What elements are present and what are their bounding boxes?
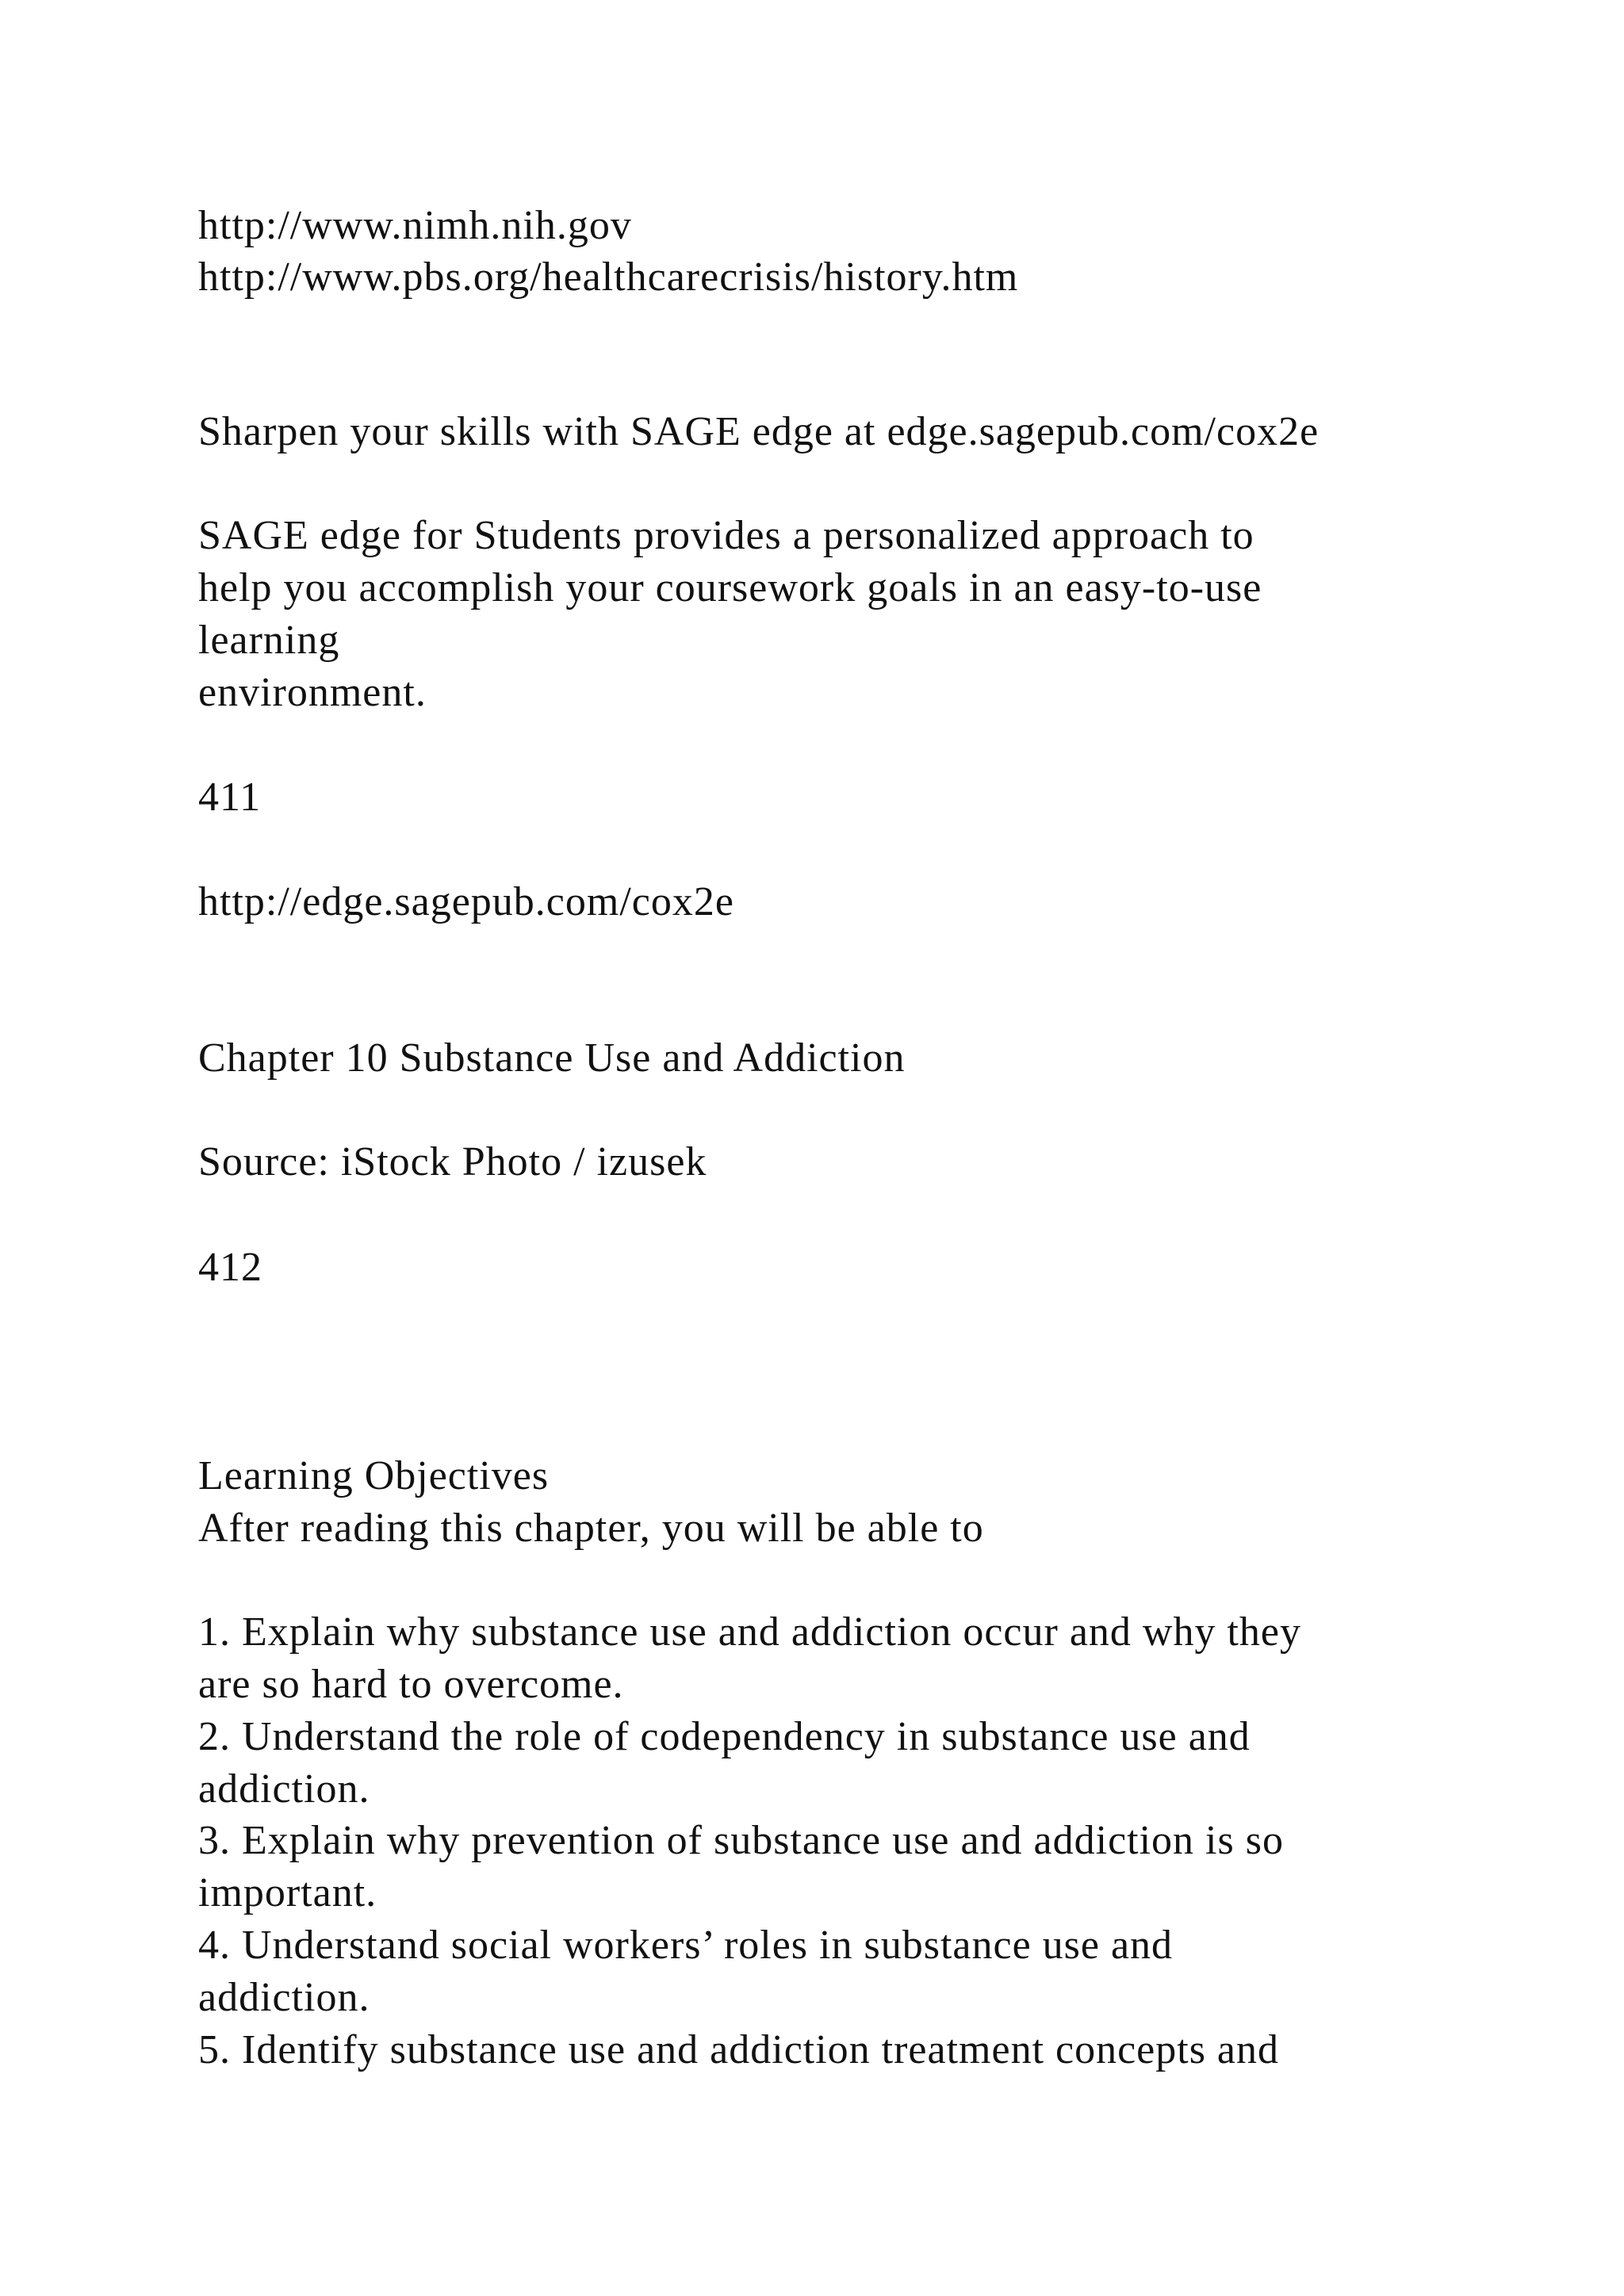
page-number: 412 xyxy=(198,1245,262,1290)
sage-description-line-3: learning xyxy=(198,618,340,663)
chapter-title: Chapter 10 Substance Use and Addiction xyxy=(198,1035,906,1081)
sage-description-line-1: SAGE edge for Students provides a personalized approach to xyxy=(198,513,1254,558)
objectives-heading: Learning Objectives xyxy=(198,1453,550,1498)
objective-item-4-line-1: 4. Understand social workers’ roles in substance use and xyxy=(198,1923,1174,1968)
objective-item-3-line-2: important. xyxy=(198,1870,377,1915)
link-pbs: http://www.pbs.org/healthcarecrisis/history.htm xyxy=(198,254,1019,300)
objectives-intro: After reading this chapter, you will be able to xyxy=(198,1506,984,1551)
objective-item-2-line-1: 2. Understand the role of codependency in substance use and xyxy=(198,1714,1251,1759)
objective-item-4-line-2: addiction. xyxy=(198,1975,370,2020)
link-nimh: http://www.nimh.nih.gov xyxy=(198,203,632,248)
sage-description-line-2: help you accomplish your coursework goals in an easy-to-use xyxy=(198,565,1262,610)
objective-item-5-line-1: 5. Identify substance use and addiction treatment concepts and xyxy=(198,2027,1280,2072)
page-number: 411 xyxy=(198,775,262,820)
objective-item-1-line-1: 1. Explain why substance use and addiction occur and why they xyxy=(198,1609,1301,1655)
objective-item-3-line-1: 3. Explain why prevention of substance use and addiction is so xyxy=(198,1818,1284,1863)
edge-url: http://edge.sagepub.com/cox2e xyxy=(198,879,734,924)
photo-source: Source: iStock Photo / izusek xyxy=(198,1139,707,1184)
objective-item-1-line-2: are so hard to overcome. xyxy=(198,1662,624,1707)
sage-headline: Sharpen your skills with SAGE edge at edge.sagepub.com/cox2e xyxy=(198,409,1320,454)
objective-item-2-line-2: addiction. xyxy=(198,1766,370,1812)
sage-description-line-4: environment. xyxy=(198,670,427,715)
